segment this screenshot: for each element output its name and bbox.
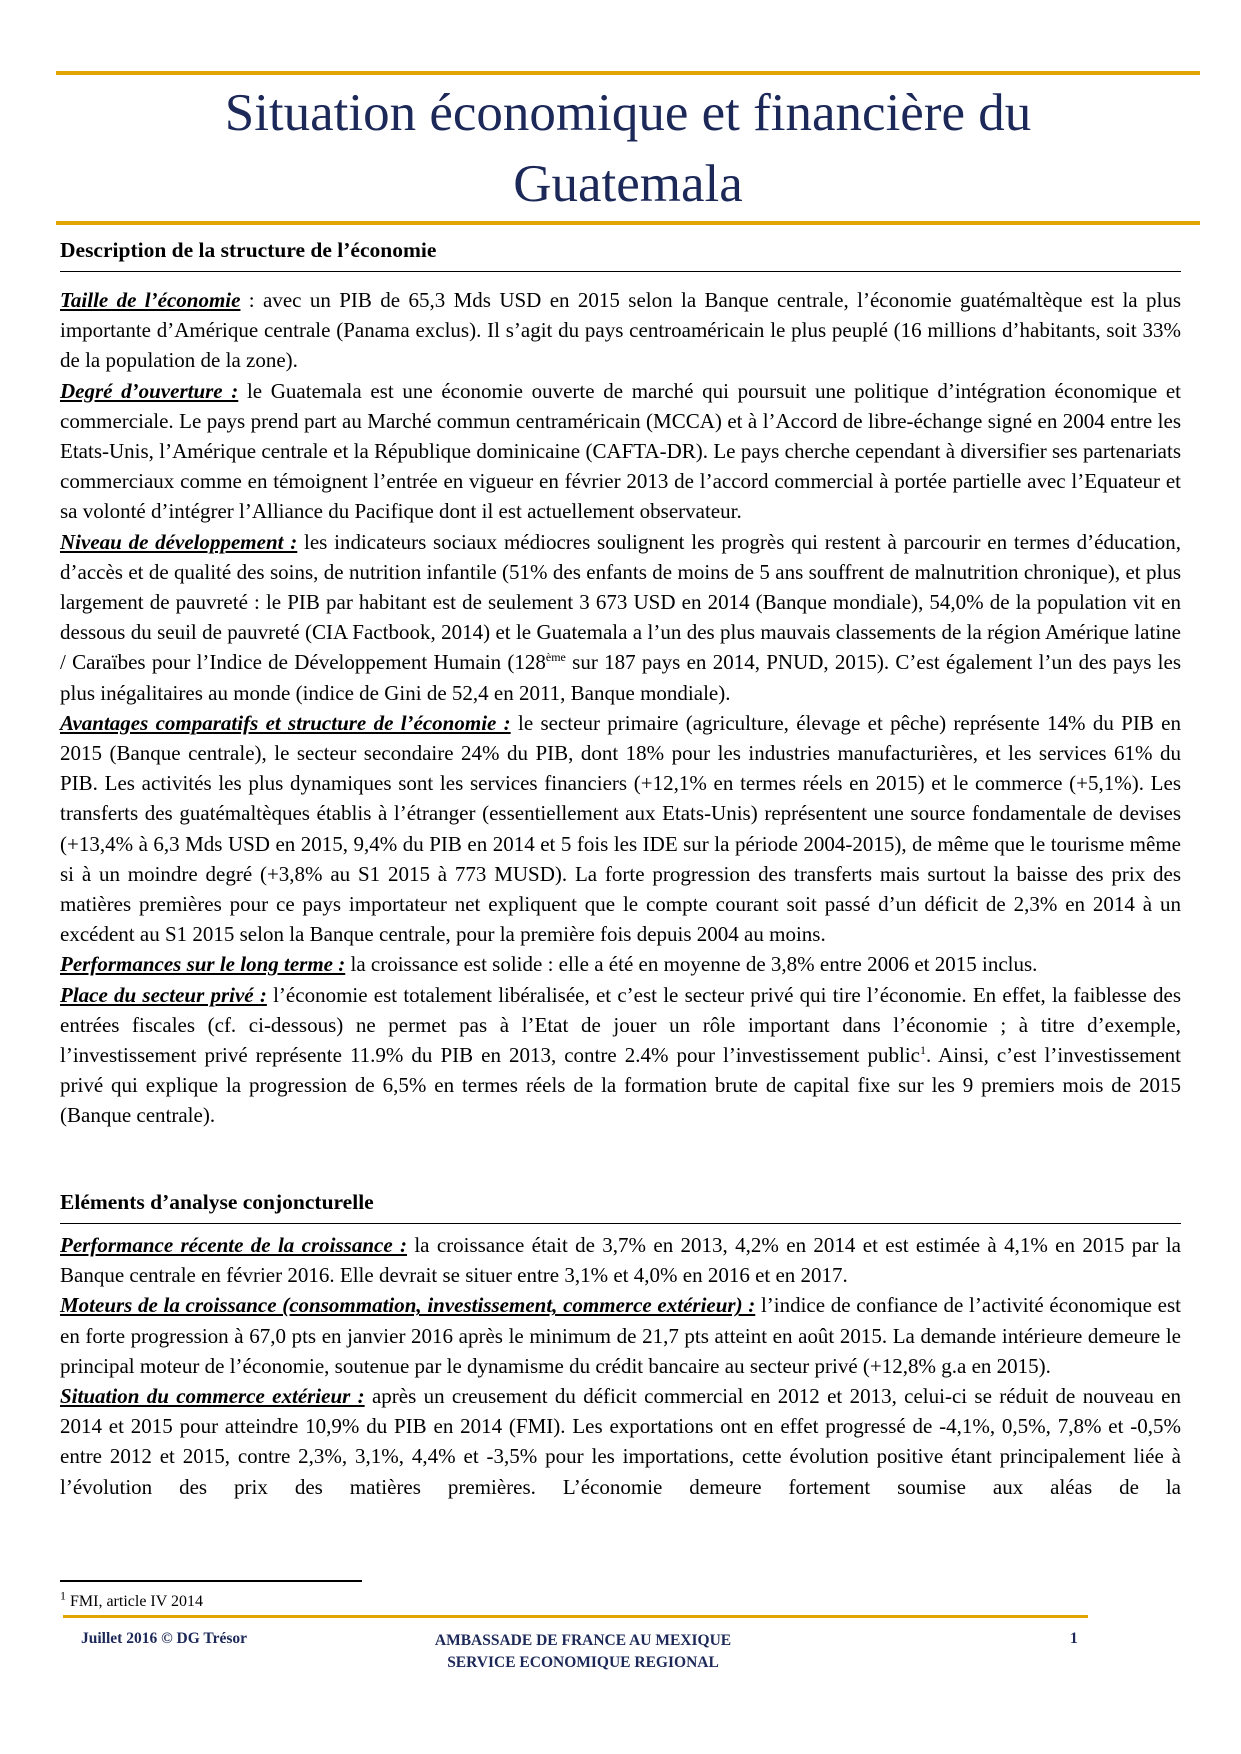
paragraph: Degré d’ouverture : le Guatemala est une économie ouverte de marché qui poursuit une politique d’intégration économique et commerciale. Le pays prend part au Marché commun centraméricain (MCCA) et à l’Accord de libre-échange signé en 2004 entre les Etats-Unis, l’Amérique centrale et la République dominicaine (CAFTA-DR). Le pays cherche cependant à diversifier ses partenariats commerciaux comme en témoignent l’entrée en vigueur en février 2013 de l’accord commercial à portée partielle avec l’Equateur et sa volonté d’intégrer l’Alliance du Pacifique dont il est actuellement observateur. [60, 378, 1181, 524]
section-structure-body [60, 285, 1181, 1131]
paragraph: Taille de l’économie : avec un PIB de 65,3 Mds USD en 2015 selon la Banque centrale, l’économie guatémaltèque est la plus importante d’Amérique centrale (Panama exclus). Il s’agit du pays centroaméricain le plus peuplé (16 millions d’habitants, soit 33% de la population de la zone). [60, 288, 1181, 373]
footnote-separator [60, 1580, 362, 1582]
footnote: $^1$ FMI, article IV 2014 [60, 1588, 204, 1610]
section-heading-structure: Description de la structure de l’économie [60, 238, 1181, 272]
paragraph: Niveau de développement : les indicateurs sociaux médiocres soulignent les progrès qui restent à parcourir en termes d’éducation, d’accès et de qualité des soins, de nutrition infantile (51% des enfants de moins de 5 ans souffrent de malnutrition chronique), et plus largement de pauvreté : le PIB par habitant est de seulement 3 673 USD en 2014 (Banque mondiale), 54,0% de la population vit en dessous du seuil de pauvreté (CIA Factbook, 2014) et le Guatemala a l’un des plus mauvais classements de la région Amérique latine / Caraïbes pour l’Indice de Développement Humain (128ème sur 187 pays en 2014, PNUD, 2015). C’est également l’un des pays les plus inégalitaires au monde (indice de Gini de 52,4 en 2011, Banque mondiale). [60, 529, 1182, 705]
section-heading-conjoncture: Eléments d’analyse conjoncturelle [60, 1190, 1181, 1224]
page-title: Situation économique et financière du Guatemala [224, 84, 1032, 213]
section-conjoncture-body [60, 1230, 1181, 1502]
footnote-ref[interactable]: 1 [919, 1043, 926, 1058]
paragraph: Performance récente de la croissance : la croissance était de 3,7% en 2013, 4,2% en 2014 et est estimée à 4,1% en 2015 par la Banque centrale en février 2016. Elle devrait se situer entre 3,1% et 4,0% en 2016 et en 2017. [60, 1233, 1181, 1288]
top-rule [56, 71, 1200, 75]
footer-organization: AMBASSADE DE FRANCE AU MEXIQUE SERVICE ECONOMIQUE REGIONAL [434, 1632, 732, 1671]
paragraph: Moteurs de la croissance (consommation, investissement, commerce extérieur) : l’indice de confiance de l’activité économique est en forte progression à 67,0 pts en janvier 2016 après le minimum de 21,7 pts atteint en août 2015. La demande intérieure demeure le principal moteur de l’économie, soutenue par le dynamisme du crédit bancaire au secteur privé (+12,8% g.a en 2015). [60, 1293, 1182, 1378]
footer-rule [63, 1615, 1088, 1618]
paragraph: Performances sur le long terme : la croissance est solide : elle a été en moyenne de 3,8% entre 2006 et 2015 inclus. [60, 952, 1038, 977]
paragraph: Avantages comparatifs et structure de l’économie : le secteur primaire (agriculture, élevage et pêche) représente 14% du PIB en 2015 (Banque centrale), le secteur secondaire 24% du PIB, dont 18% pour les industries manufacturières, et les services 61% du PIB. Les activités les plus dynamiques sont les services financiers (+12,1% en termes réels en 2015) et le commerce (+5,1%). Les transferts des guatémaltèques établis à l’étranger (essentiellement aux Etats-Unis) représentent une source fondamentale de devises (+13,4% à 6,3 Mds USD en 2015, 9,4% du PIB en 2014 et 5 fois les IDE sur la période 2004-2015), de même que le tourisme même si à un moindre degré (+3,8% au S1 2015 à 773 MUSD). La forte progression des transferts mais surtout la baisse des prix des matières premières pour ce pays importateur net expliquent que le compte courant soit passé d’un déficit de 2,3% en 2014 à un excédent au S1 2015 selon la Banque centrale, pour la première fois depuis 2004 au moins. [60, 710, 1181, 947]
paragraph: Situation du commerce extérieur : après un creusement du déficit commercial en 2012 et 2013, celui-ci se réduit de nouveau en 2014 et 2015 pour atteindre 10,9% du PIB en 2014 (FMI). Les exportations ont en effet progressé de -4,1%, 0,5%, 7,8% et -0,5% entre 2012 et 2015, contre 2,3%, 3,1%, 4,4% et -3,5% pour les importations, cette évolution positive étant principalement liée à l’évolution des prix des matières premières. L’économie demeure fortement soumise aux aléas de la [60, 1384, 1182, 1499]
paragraph: Place du secteur privé : l’économie est totalement libéralisée, et c’est le secteur privé qui tire l’économie. En effet, la faiblesse des entrées fiscales (cf. ci-dessous) ne permet pas à l’Etat de jouer un rôle important dans l’économie ; à titre d’exemple, l’investissement privé représente 11.9% du PIB en 2013, contre 2.4% pour l’investissement public$^1$. Ainsi, c’est l’investissement privé qui explique la progression de 6,5% en termes réels de la formation brute de capital fixe sur les 9 premiers mois de 2015 (Banque centrale). [60, 982, 1182, 1128]
title-rule [56, 221, 1200, 225]
page-number: 1 [1070, 1630, 1078, 1647]
footer-date: Juillet 2016 © DG Trésor [81, 1630, 247, 1647]
